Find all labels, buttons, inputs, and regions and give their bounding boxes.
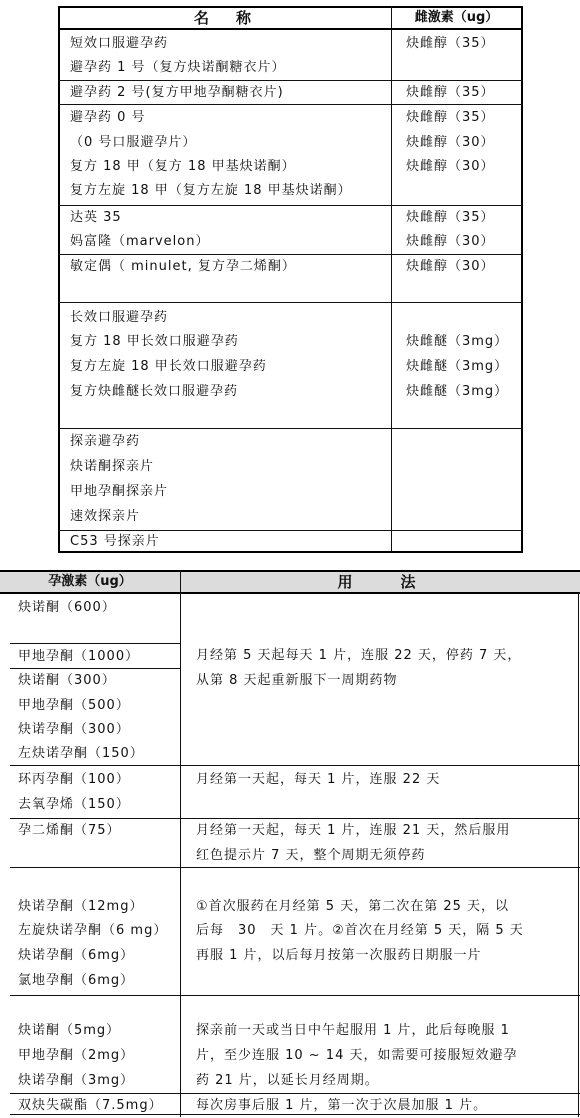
progestin-dose: 炔诺酮（300）	[18, 673, 116, 688]
usage-text: 从第 8 天起重新服下一周期药物	[196, 673, 398, 688]
drug-name: 复方 18 甲长效口服避孕药	[70, 334, 239, 349]
table2-header-progestin: 孕激素（ug）	[48, 574, 132, 589]
drug-name: 达英 35	[70, 210, 122, 225]
drug-name: 避孕药 2 号(复方甲地孕酮糖衣片)	[70, 85, 284, 100]
progestin-dose: 左炔诺孕酮（150）	[18, 746, 144, 761]
drug-name: 炔诺酮探亲片	[70, 459, 155, 474]
table1-right-border	[521, 6, 523, 552]
progestin-dose: 环丙孕酮（100）	[18, 772, 130, 787]
progestin-dose: 炔诺孕酮（3mg）	[18, 1073, 135, 1088]
progestin-dose: 氯地孕酮（6mg）	[18, 973, 135, 988]
usage-text: 后每 30 天 1 片。②首次在月经第 5 天，隔 5 天	[196, 923, 524, 938]
progestin-dose: 炔诺酮（5mg）	[18, 1023, 121, 1038]
progestin-dose: 去氧孕烯（150）	[18, 797, 130, 812]
progestin-dose: 甲地孕酮（500）	[18, 698, 130, 713]
progestin-dose: 甲地孕酮（1000）	[18, 649, 140, 664]
table2-column-divider	[180, 570, 181, 1117]
drug-name: 复方左旋 18 甲长效口服避孕药	[70, 359, 267, 374]
drug-name: 复方 18 甲（复方 18 甲基炔诺酮）	[70, 159, 296, 174]
drug-name: 短效口服避孕药	[70, 36, 169, 51]
drug-name: 避孕药 0 号	[70, 110, 146, 125]
usage-text: 片，至少连服 10 ~ 14 天，如需要可接服短效避孕	[196, 1048, 518, 1063]
progestin-dose: 甲地孕酮（2mg）	[18, 1048, 135, 1063]
drug-name: 敏定偶（ minulet, 复方孕二烯酮）	[70, 259, 296, 274]
progestin-dose: 双炔失碳酯（7.5mg）	[18, 1098, 163, 1113]
drug-name: 妈富隆（marvelon）	[70, 234, 210, 249]
drug-name: C53 号探亲片	[70, 534, 160, 549]
estrogen-dose: 炔雌醇（30）	[406, 135, 495, 150]
estrogen-dose: 炔雌醚（3mg）	[406, 359, 509, 374]
usage-text: 红色提示片 7 天，整个周期无须停药	[196, 848, 426, 863]
estrogen-dose: 炔雌醚（3mg）	[406, 384, 509, 399]
progestin-dose: 左旋炔诺孕酮（6 mg）	[18, 923, 168, 938]
estrogen-dose: 炔雌醚（3mg）	[406, 334, 509, 349]
drug-name: 探亲避孕药	[70, 434, 141, 449]
progestin-dose: 炔诺孕酮（300）	[18, 722, 130, 737]
usage-text: 月经第一天起，每天 1 片，连服 21 天，然后服用	[196, 823, 511, 838]
estrogen-dose: 炔雌醇（35）	[406, 36, 495, 51]
table1-row-divider	[58, 302, 523, 303]
estrogen-dose: 炔雌醇（35）	[406, 110, 495, 125]
usage-text: 药 21 片，以延长月经周期。	[196, 1073, 379, 1088]
drug-name: 避孕药 1 号（复方炔诺酮糖衣片）	[70, 60, 286, 75]
table2-header-divider	[0, 592, 580, 594]
usage-text: 月经第一天起，每天 1 片，连服 22 天	[196, 772, 441, 787]
drug-name: 复方左旋 18 甲（复方左旋 18 甲基炔诺酮）	[70, 183, 352, 198]
usage-text: 月经第 5 天起每天 1 片，连服 22 天，停药 7 天，	[196, 648, 522, 663]
progestin-dose: 孕二烯酮（75）	[18, 823, 121, 838]
table2-row-divider	[10, 995, 580, 996]
usage-text: 再服 1 片，以后每月按第一次服药日期服一片	[196, 948, 482, 963]
drug-name: 长效口服避孕药	[70, 310, 169, 325]
table2-header-usage: 用 法	[337, 573, 422, 591]
estrogen-dose: 炔雌醇（30）	[406, 159, 495, 174]
drug-name: 复方炔雌醚长效口服避孕药	[70, 384, 239, 399]
estrogen-dose: 炔雌醇（30）	[406, 234, 495, 249]
usage-text: 探亲前一天或当日中午起服用 1 片，此后每晚服 1	[196, 1023, 510, 1038]
estrogen-dose: 炔雌醇（35）	[406, 210, 495, 225]
progestin-dose: 炔诺孕酮（6mg）	[18, 948, 135, 963]
drug-name: （0 号口服避孕片）	[70, 135, 197, 150]
drug-name: 甲地孕酮探亲片	[70, 484, 169, 499]
estrogen-dose: 炔雌醇（35）	[406, 85, 495, 100]
table1-left-border	[58, 6, 60, 552]
drug-name: 速效探亲片	[70, 509, 141, 524]
table1-header-estrogen: 雌激素（ug）	[414, 10, 499, 25]
usage-text: 每次房事后服 1 片，第一次于次晨加服 1 片。	[196, 1098, 488, 1113]
usage-text: ①首次服药在月经第 5 天，第二次在第 25 天，以	[196, 899, 509, 914]
estrogen-dose: 炔雌醇（30）	[406, 259, 495, 274]
progestin-dose: 炔诺酮（600）	[18, 600, 116, 615]
table1-header-name: 名 称	[193, 9, 257, 27]
progestin-dose: 炔诺孕酮（12mg）	[18, 899, 144, 914]
table1-column-divider	[391, 6, 392, 552]
table2-right-border	[578, 592, 579, 1117]
